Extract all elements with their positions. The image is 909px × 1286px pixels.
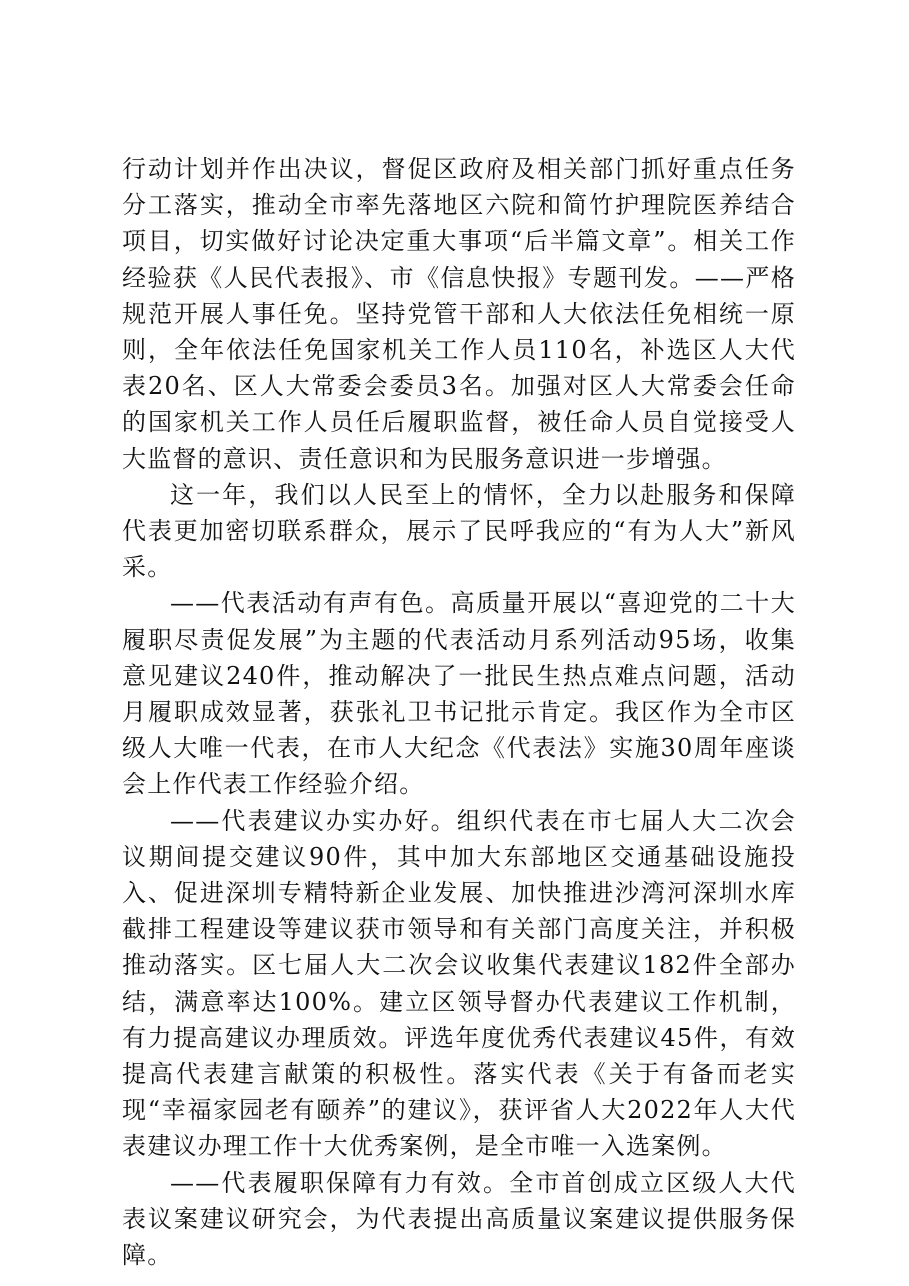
paragraph-3: ——代表活动有声有色。高质量开展以“喜迎党的二十大履职尽责促发展”为主题的代表活动月系列活动95场，收集意见建议240件，推动解决了一批民生热点难点问题，活动月履职成效显著，获张礼卫书记批示肯定。我区作为全市区级人大唯一代表，在市人大纪念《代表法》实施30周年座谈会上作代表工作经验介绍。 [122, 589, 796, 799]
paragraph-2: 这一年，我们以人民至上的情怀，全力以赴服务和保障代表更加密切联系群众，展示了民呼我应的“有为人大”新风采。 [122, 480, 796, 582]
paragraph-1: 行动计划并作出决议，督促区政府及相关部门抓好重点任务分工落实，推动全市率先落地区六院和简竹护理院医养结合项目，切实做好讨论决定重大事项“后半篇文章”。相关工作经验获《人民代表报》、市《信息快报》专题刊发。——严格规范开展人事任免。坚持党管干部和人大依法任免相统一原则，全年依法任免国家机关工作人员110名，补选区人大代表20名、区人大常委会委员3名。加强对区人大常委会任命的国家机关工作人员任后履职监督，被任命人员自觉接受人大监督的意识、责任意识和为民服务意识进一步增强。 [122, 155, 796, 473]
document-body [122, 151, 796, 1273]
paragraph-5: ——代表履职保障有力有效。全市首创成立区级人大代表议案建议研究会，为代表提出高质量议案建议提供服务保障。 [122, 1168, 796, 1270]
paragraph-4: ——代表建议办实办好。组织代表在市七届人大二次会议期间提交建议90件，其中加大东部地区交通基础设施投入、促进深圳专精特新企业发展、加快推进沙湾河深圳水库截排工程建设等建议获市领导和有关部门高度关注，并积极推动落实。区七届人大二次会议收集代表建议182件全部办结，满意率达100%。建立区领导督办代表建议工作机制，有力提高建议办理质效。评选年度优秀代表建议45件，有效提高代表建言献策的积极性。落实代表《关于有备而老实现“幸福家园老有颐养”的建议》，获评省人大2022年人大代表建议办理工作十大优秀案例，是全市唯一入选案例。 [122, 806, 796, 1161]
